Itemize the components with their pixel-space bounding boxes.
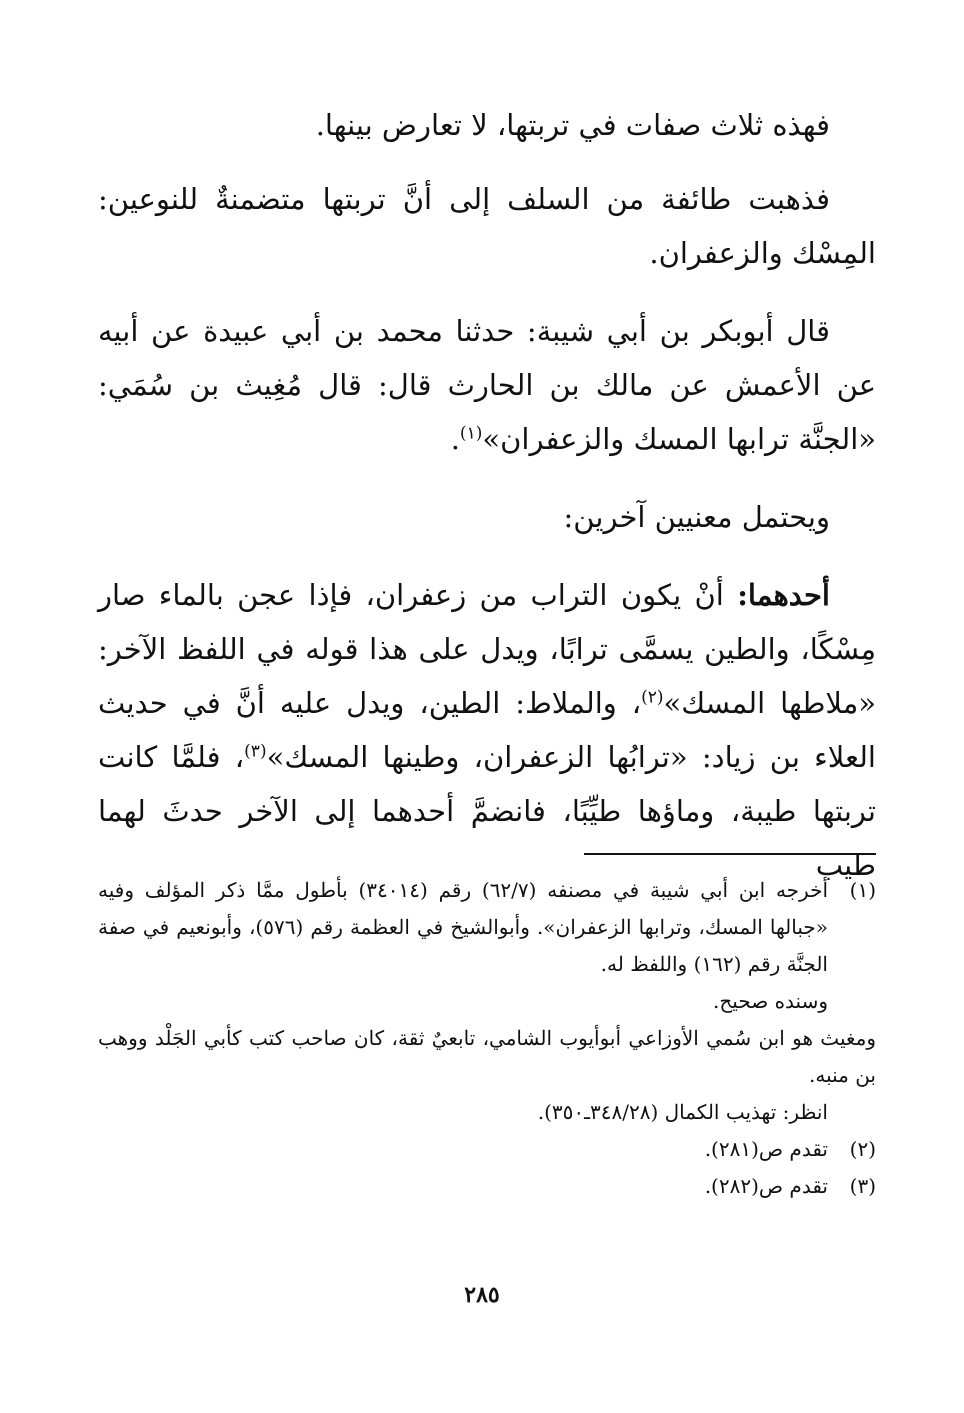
footnote-1-text: أخرجه ابن أبي شيبة في مصنفه (٦٢/٧) رقم (٣٤٠١٤) بأطول ممَّا ذكر المؤلف وفيه «جبالها المسك، وترابها الزعفران». وأبوالشيخ في العظمة رقم (٥٧٦)، وأبونعيم في صفة الجنَّة رقم (١٦٢) واللفظ له. xyxy=(98,878,829,976)
footnote-1 xyxy=(98,872,876,983)
footnote-2-text: تقدم ص(٢٨١). xyxy=(704,1137,828,1161)
paragraph-5 xyxy=(98,568,876,892)
footnote-1-line-2: وسنده صحيح. xyxy=(713,989,828,1013)
paragraph-5-part-b: ، والملاط: الطين، ويدل عليه أنَّ في حديث العلاء بن زياد: «ترابُها الزعفران، وطينها المسك» xyxy=(98,686,876,774)
paragraph-5-part-a: أنْ يكون التراب من زعفران، فإذا عجن بالماء صار مِسْكًا، والطين يسمَّى ترابًا، ويدل على هذا قوله في اللفظ الآخر: «ملاطها المسك» xyxy=(98,578,877,720)
page-number: ٢٨٥ xyxy=(464,1282,500,1308)
footnote-3-number: (٣) xyxy=(849,1174,876,1198)
paragraph-5-part-c: ، فلمَّا كانت تربتها طيبة، وماؤها طيِّبًا، فانضمَّ أحدهما إلى الآخر حدثَ لهما طيب xyxy=(98,740,876,882)
main-text xyxy=(98,98,876,916)
footnote-ref-1[interactable]: (١) xyxy=(459,423,483,444)
footnote-2-number: (٢) xyxy=(849,1137,876,1161)
footnote-3-text: تقدم ص(٢٨٢). xyxy=(704,1174,828,1198)
paragraph-3-end: . xyxy=(450,422,460,456)
paragraph-3-text: قال أبوبكر بن أبي شيبة: حدثنا محمد بن أبي عبيدة عن أبيه عن الأعمش عن مالك بن الحارث قال: قال مُغِيث بن سُمَي: «الجنَّة ترابها المسك والزعفران» xyxy=(98,314,876,456)
footnote-3 xyxy=(98,1168,876,1205)
footnote-1-line-3: ومغيث هو ابن سُمي الأوزاعي أبوأيوب الشامي، تابعيٌ ثقة، كان صاحب كتب كأبي الجَلْد ووهب بن منبه. xyxy=(98,1026,876,1087)
footnote-separator xyxy=(584,853,876,855)
footnote-ref-2[interactable]: (٢) xyxy=(641,687,664,708)
paragraph-4: ويحتمل معنيين آخرين: xyxy=(563,500,830,534)
footnote-1-line-4: انظر: تهذيب الكمال (٣٤٨/٢٨ـ٣٥٠). xyxy=(537,1100,828,1124)
paragraph-2: فذهبت طائفة من السلف إلى أنَّ تربتها متضمنةٌ للنوعين: المِسْك والزعفران. xyxy=(98,182,876,270)
paragraph-1: فهذه ثلاث صفات في تربتها، لا تعارض بينها. xyxy=(315,108,830,142)
paragraph-3 xyxy=(98,304,876,466)
footnote-1-number: (١) xyxy=(849,878,876,902)
footnote-2 xyxy=(98,1131,876,1168)
footnote-ref-3[interactable]: (٣) xyxy=(244,741,267,762)
paragraph-5-lead: أحدهما: xyxy=(737,578,830,612)
footnotes xyxy=(98,872,876,1205)
